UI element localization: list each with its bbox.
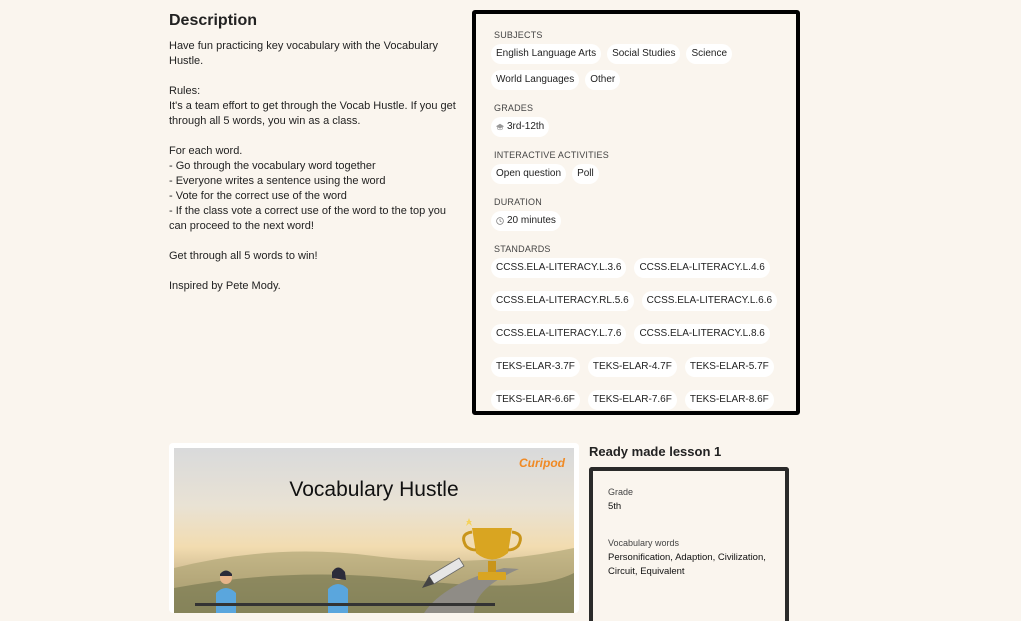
standard-chip[interactable]: CCSS.ELA-LITERACY.L.7.6 [491,324,626,344]
subject-chip[interactable]: World Languages [491,70,579,90]
lesson-metadata-panel [472,10,800,415]
lesson-preview-card[interactable] [169,443,579,613]
clock-icon [496,217,504,225]
grade-chip-label: 3rd-12th [507,121,545,132]
activity-chip[interactable]: Open question [491,164,566,184]
standards-chips [491,258,781,410]
lesson-thumbnail [174,448,574,613]
standard-chip[interactable]: CCSS.ELA-LITERACY.L.6.6 [642,291,777,311]
graduation-cap-icon [496,123,504,131]
standards-label: STANDARDS [494,244,551,254]
grade-chip[interactable] [491,117,549,137]
standard-chip[interactable]: CCSS.ELA-LITERACY.L.8.6 [634,324,769,344]
lesson-image-title: Vocabulary Hustle [289,478,459,501]
standard-chip[interactable]: TEKS-ELAR-3.7F [491,357,580,377]
standard-chip[interactable]: CCSS.ELA-LITERACY.RL.5.6 [491,291,634,311]
standard-chip[interactable]: TEKS-ELAR-4.7F [588,357,677,377]
subjects-chips [491,44,796,90]
subject-chip[interactable]: English Language Arts [491,44,601,64]
activities-chips [491,164,796,184]
grades-label: GRADES [494,103,534,113]
subject-chip[interactable]: Social Studies [607,44,680,64]
vocabulary-value: Personification, Adaption, Civilization, Circuit, Equivalent [608,552,766,577]
description-body: Have fun practicing key vocabulary with the Vocabulary Hustle. Rules: It's a team effort to get through the Vocab Hustle. If you get through all 5 words, you win as a class. For each word. - Go through the vocabulary word together - Everyone writes a sentence using the word - Vote for the correct use of the word - If the class vote a correct use of the word to the top you can proceed to the next word! Get through all 5 words to win! Inspired by Pete Mody. [169,40,456,292]
subject-chip[interactable]: Other [585,70,620,90]
lesson-illustration [174,448,574,613]
standard-chip[interactable]: CCSS.ELA-LITERACY.L.3.6 [491,258,626,278]
standard-chip[interactable]: TEKS-ELAR-8.6F [685,390,774,410]
duration-chips [491,211,796,231]
duration-label: DURATION [494,197,542,207]
standard-chip[interactable]: CCSS.ELA-LITERACY.L.4.6 [634,258,769,278]
activities-label: INTERACTIVE ACTIVITIES [494,150,609,160]
grade-label: Grade [608,487,634,497]
description-section [169,12,459,294]
grades-chips [491,117,796,137]
standard-chip[interactable]: TEKS-ELAR-7.6F [588,390,677,410]
subject-chip[interactable]: Science [686,44,732,64]
description-heading: Description [169,12,258,29]
standard-chip[interactable]: TEKS-ELAR-6.6F [491,390,580,410]
standard-chip[interactable]: TEKS-ELAR-5.7F [685,357,774,377]
activity-chip[interactable]: Poll [572,164,599,184]
curipod-logo: Curipod [519,456,565,470]
ready-lesson-panel [589,467,789,621]
duration-chip-label: 20 minutes [507,215,556,226]
ready-lesson-title: Ready made lesson 1 [589,444,722,459]
vocabulary-label: Vocabulary words [608,538,680,548]
subjects-label: SUBJECTS [494,30,543,40]
grade-value: 5th [608,501,622,512]
duration-chip[interactable] [491,211,561,231]
